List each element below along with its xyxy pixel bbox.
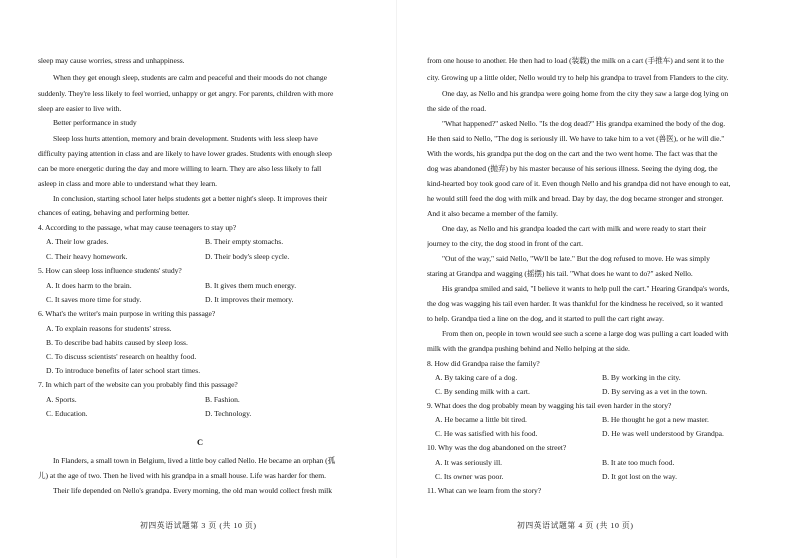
passage-line: the side of the road. [427,104,487,113]
passage-line: chances of eating, behaving and performing better. [38,208,190,217]
answer-option: C. By sending milk with a cart. [435,387,530,396]
section-heading: C [197,438,203,447]
passage-line: journey to the city, the dog stood in front of the cart. [427,239,583,248]
passage-line: "Out of the way," said Nello, "We'll be late." But the dog refused to move. He was simply [442,254,710,263]
answer-option: A. By taking care of a dog. [435,373,518,382]
passage-line: His grandpa smiled and said, "I believe it wants to help pull the cart." Hearing Grandpa's words, [442,284,730,293]
passage-line: asleep in class and more able to understand what they learn. [38,179,217,188]
answer-option: D. By serving as a vet in the town. [602,387,708,396]
answer-option: B. It ate too much food. [602,458,675,467]
answer-option: B. Their empty stomachs. [205,237,284,246]
answer-option: D. To introduce benefits of later school start times. [46,366,201,375]
passage-line: And it also became a member of the family. [427,209,558,218]
answer-option: C. To discuss scientists' research on healthy food. [46,352,197,361]
passage-line: 儿) at the age of two. Then he lived with his grandpa in a small house. Life was harder for them. [38,471,326,480]
passage-line: he would still feed the dog with milk and bread. Day by day, the dog became stronger and stronger. [427,194,724,203]
subheading: Better performance in study [53,118,137,127]
right-page [397,0,794,558]
passage-line: kind-hearted boy took good care of it. Even though Nello and his grandpa did not have enough to eat, [427,179,731,188]
passage-line: Sleep loss hurts attention, memory and brain development. Students with less sleep have [53,134,318,143]
question-stem: 9. What does the dog probably mean by wagging his tail even harder in the story? [427,401,672,410]
answer-option: A. He became a little bit tired. [435,415,527,424]
passage-line: One day, as Nello and his grandpa loaded the cart with milk and were ready to start their [442,224,707,233]
passage-line: sleep are easier to live with. [38,104,122,113]
answer-option: A. Their low grades. [46,237,109,246]
passage-line: city. Growing up a little older, Nello would try to help his grandpa to travel from Flanders to the city. [427,73,729,82]
question-stem: 5. How can sleep loss influence students' study? [38,266,182,275]
question-stem: 8. How did Grandpa raise the family? [427,359,540,368]
answer-option: C. He was satisfied with his food. [435,429,538,438]
question-stem: 7. In which part of the website can you probably find this passage? [38,380,238,389]
passage-line: can be more energetic during the day and more willing to learn. They are also less likely to fall [38,164,322,173]
question-stem: 10. Why was the dog abandoned on the street? [427,443,567,452]
page-footer: 初四英语试题第 4 页 (共 10 页) [517,521,634,530]
answer-option: D. Their body's sleep cycle. [205,252,290,261]
answer-option: D. It got lost on the way. [602,472,678,481]
question-stem: 6. What's the writer's main purpose in writing this passage? [38,309,216,318]
answer-option: B. By working in the city. [602,373,681,382]
answer-option: D. He was well understood by Grandpa. [602,429,724,438]
passage-line: One day, as Nello and his grandpa were going home from the city they saw a large dog lying on [442,89,729,98]
answer-option: C. Education. [46,409,88,418]
answer-option: B. Fashion. [205,395,240,404]
answer-option: D. Technology. [205,409,252,418]
passage-line: From then on, people in town would see such a scene a large dog was pulling a cart loaded with [442,329,729,338]
passage-line: staring at Grandpa and wagging (摇摆) his tail. "What does he want to do?" asked Nello. [427,269,693,278]
passage-line: With the words, his grandpa put the dog on the cart and the two went home. The fact was that the [427,149,718,158]
answer-option: C. Their heavy homework. [46,252,128,261]
passage-line: Their life depended on Nello's grandpa. Every morning, the old man would collect fresh milk [53,486,332,495]
passage-line: dog was abandoned (抛弃) by his master because of his serious illness. Seeing the dying dog, the [427,164,718,173]
passage-line: from one house to another. He then had to load (装载) the milk on a cart (手推车) and sent it to the [427,56,724,65]
answer-option: A. It does harm to the brain. [46,281,132,290]
passage-line: In conclusion, starting school later helps students get a better night's sleep. It improves their [53,194,328,203]
passage-line: to help. Grandpa tied a line on the dog, and it started to pull the cart right away. [427,314,664,323]
passage-line: He then said to Nello, "The dog is seriously ill. We have to take him to a vet (兽医), or he will die." [427,134,725,143]
page-footer: 初四英语试题第 3 页 (共 10 页) [140,521,257,530]
answer-option: A. Sports. [46,395,77,404]
question-stem: 4. According to the passage, what may cause teenagers to stay up? [38,223,237,232]
answer-option: D. It improves their memory. [205,295,294,304]
answer-option: A. To explain reasons for students' stress. [46,324,172,333]
answer-option: C. It saves more time for study. [46,295,142,304]
passage-line: When they get enough sleep, students are calm and peaceful and their moods do not change [53,73,327,82]
answer-option: B. It gives them much energy. [205,281,297,290]
passage-line: milk with the grandpa pushing behind and Nello helping at the side. [427,344,630,353]
passage-line: suddenly. They're less likely to feel worried, unhappy or get angry. For parents, children with more [38,89,334,98]
question-stem: 11. What can we learn from the story? [427,486,542,495]
answer-option: A. It was seriously ill. [435,458,503,467]
answer-option: B. He thought he got a new master. [602,415,709,424]
answer-option: C. Its owner was poor. [435,472,504,481]
passage-line: difficulty paying attention in class and are likely to have lower grades. Students with enough sleep [38,149,332,158]
passage-line: In Flanders, a small town in Belgium, lived a little boy called Nello. He became an orphan (孤 [53,456,336,465]
passage-line: sleep may cause worries, stress and unhappiness. [38,56,185,65]
passage-line: "What happened?" asked Nello. "Is the dog dead?" His grandpa examined the body of the dog. [442,119,726,128]
passage-line: the dog was wagging his tail even harder. It was thankful for the kindness he received, so it wanted [427,299,723,308]
answer-option: B. To describe bad habits caused by sleep loss. [46,338,188,347]
